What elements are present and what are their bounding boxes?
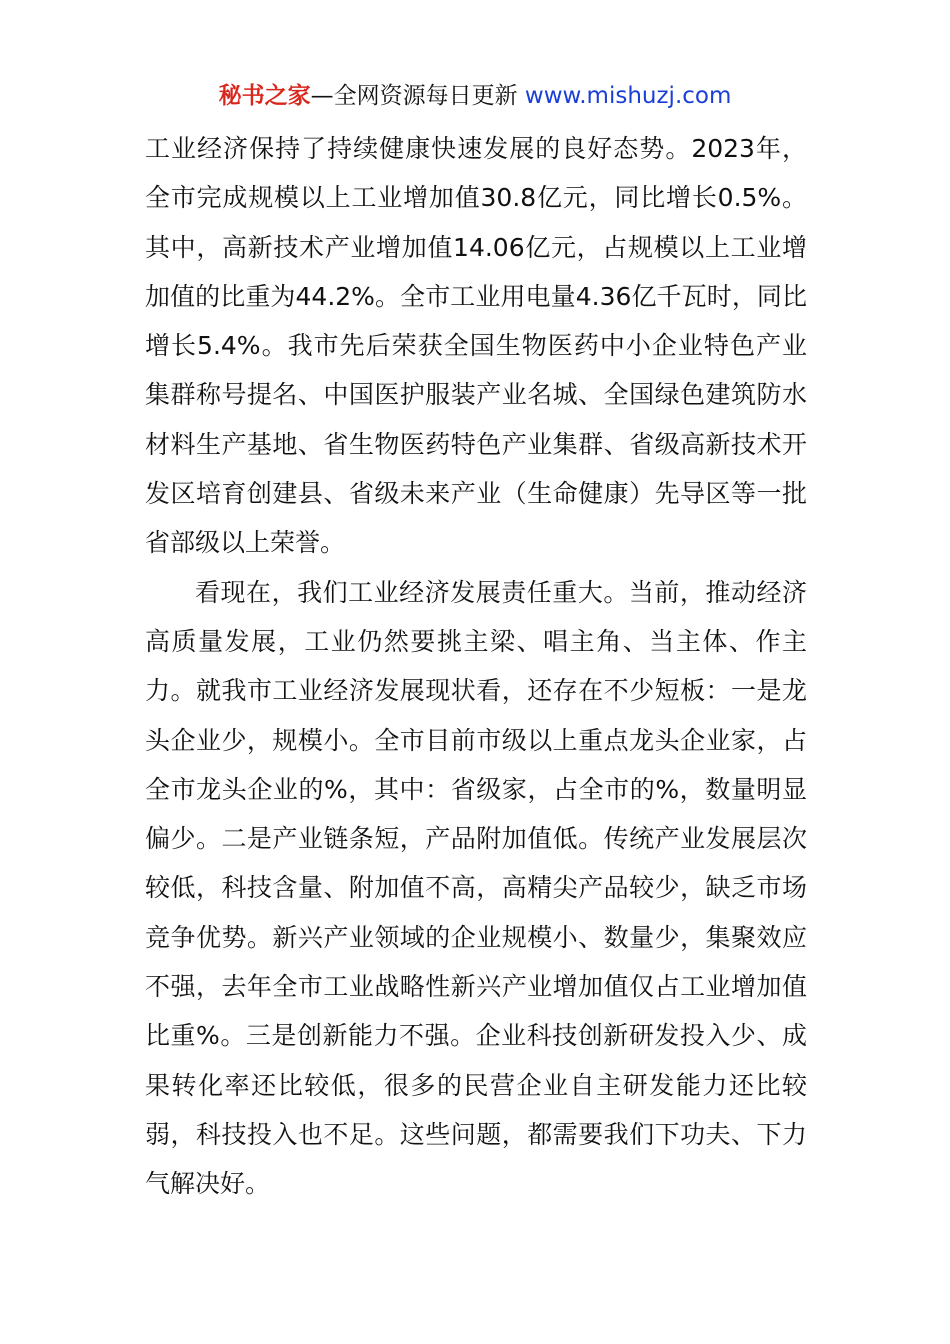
page-header (0, 80, 950, 112)
site-tagline: —全网资源每日更新 (310, 83, 518, 109)
paragraph-1: 工业经济保持了持续健康快速发展的良好态势。2023年，全市完成规模以上工业增加值30.8亿元，同比增长0.5%。其中，高新技术产业增加值14.06亿元，占规模以上工业增加值的比重为44.2%。全市工业用电量4.36亿千瓦时，同比增长5.4%。我市先后荣获全国生物医药中小企业特色产业集群称号提名、中国医护服装产业名城、全国绿色建筑防水材料生产基地、省生物医药特色产业集群、省级高新技术开发区培育创建县、省级未来产业（生命健康）先导区等一批省部级以上荣誉。 (145, 134, 807, 558)
site-brand: 秘书之家 (218, 83, 311, 109)
site-url-link[interactable]: www.mishuzj.com (524, 83, 732, 109)
document-body (145, 124, 807, 1209)
paragraph-2: 看现在，我们工业经济发展责任重大。当前，推动经济高质量发展，工业仍然要挑主梁、唱主角、当主体、作主力。就我市工业经济发展现状看，还存在不少短板：一是龙头企业少，规模小。全市目前市级以上重点龙头企业家，占全市龙头企业的%，其中：省级家，占全市的%，数量明显偏少。二是产业链条短，产品附加值低。传统产业发展层次较低，科技含量、附加值不高，高精尖产品较少，缺乏市场竞争优势。新兴产业领域的企业规模小、数量少，集聚效应不强，去年全市工业战略性新兴产业增加值仅占工业增加值比重%。三是创新能力不强。企业科技创新研发投入少、成果转化率还比较低，很多的民营企业自主研发能力还比较弱，科技投入也不足。这些问题，都需要我们下功夫、下力气解决好。 (145, 577, 807, 1199)
